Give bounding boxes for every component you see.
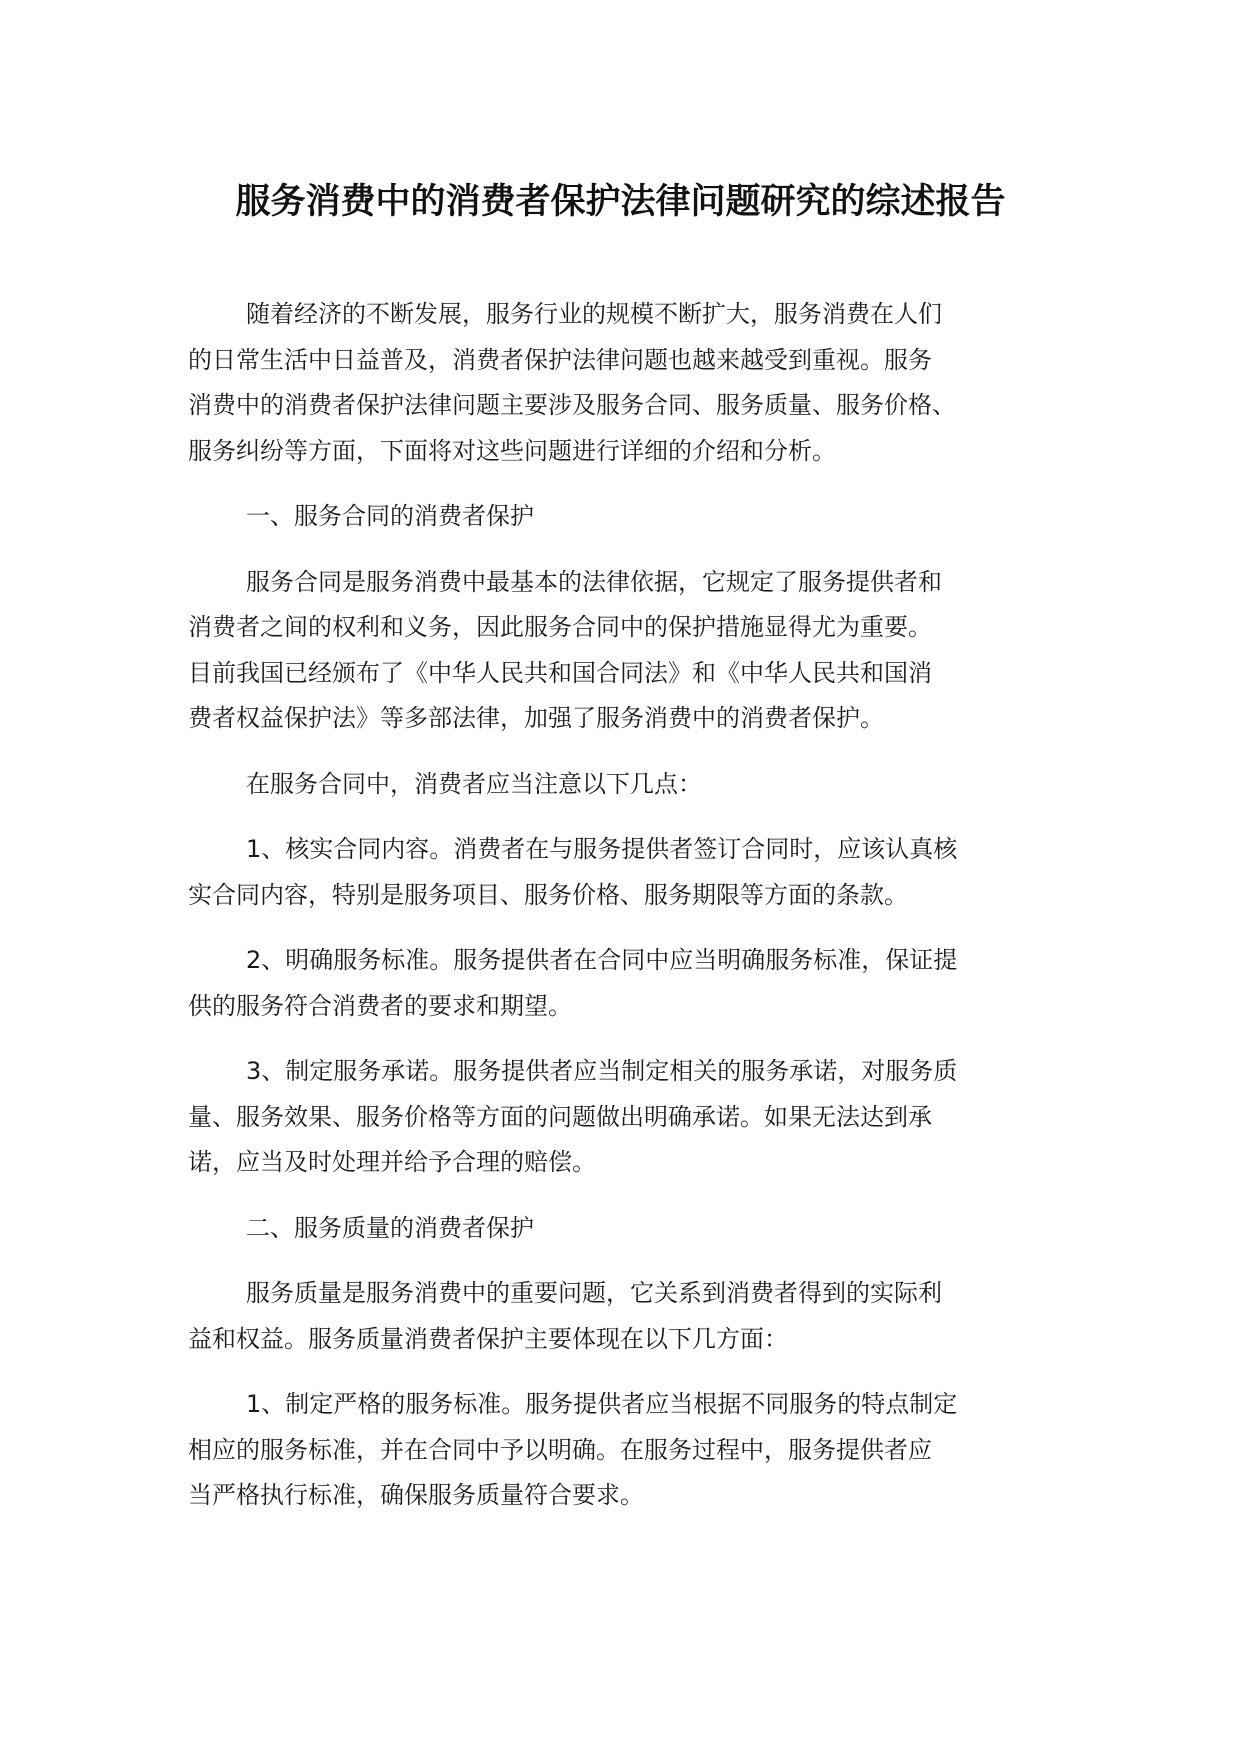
paragraph-line: 在服务合同中，消费者应当注意以下几点： (246, 769, 702, 798)
paragraph-line: 实合同内容，特别是服务项目、服务价格、服务期限等方面的条款。 (188, 880, 908, 909)
paragraph-line: 量、服务效果、服务价格等方面的问题做出明确承诺。如果无法达到承 (188, 1102, 932, 1131)
paragraph-line: 1、核实合同内容。消费者在与服务提供者签订合同时，应该认真核 (246, 835, 958, 863)
paragraph-line: 相应的服务标准，并在合同中予以明确。在服务过程中，服务提供者应 (188, 1435, 932, 1464)
paragraph-line: 益和权益。服务质量消费者保护主要体现在以下几方面： (188, 1324, 788, 1353)
paragraph-line: 服务质量是服务消费中的重要问题，它关系到消费者得到的实际利 (246, 1279, 942, 1307)
paragraph-line: 消费者之间的权利和义务，因此服务合同中的保护措施显得尤为重要。 (188, 613, 932, 641)
section-heading-service-contract (188, 494, 1068, 540)
paragraph-intro (188, 292, 1068, 474)
list-item-strict-standard (188, 1382, 1068, 1519)
list-item-service-commitment (188, 1049, 1068, 1186)
paragraph-line: 供的服务符合消费者的要求和期望。 (188, 991, 572, 1020)
paragraph-line: 随着经济的不断发展，服务行业的规模不断扩大，服务消费在人们 (246, 300, 942, 328)
paragraph-line: 服务纠纷等方面，下面将对这些问题进行详细的介绍和分析。 (188, 436, 836, 465)
section-heading-service-quality (188, 1206, 1068, 1252)
paragraph-service-contract (188, 560, 1068, 742)
section-heading-text: 二、服务质量的消费者保护 (246, 1213, 534, 1242)
paragraph-line: 诺，应当及时处理并给予合理的赔偿。 (188, 1148, 596, 1176)
paragraph-line: 2、明确服务标准。服务提供者在合同中应当明确服务标准，保证提 (246, 946, 958, 974)
paragraph-line: 目前我国已经颁布了《中华人民共和国合同法》和《中华人民共和国消 (188, 658, 932, 687)
paragraph-line: 费者权益保护法》等多部法律，加强了服务消费中的消费者保护。 (188, 704, 884, 732)
section-heading-text: 一、服务合同的消费者保护 (246, 502, 534, 530)
paragraph-service-quality (188, 1271, 1068, 1362)
paragraph-line: 3、制定服务承诺。服务提供者应当制定相关的服务承诺，对服务质 (246, 1057, 958, 1085)
paragraph-line: 1、制定严格的服务标准。服务提供者应当根据不同服务的特点制定 (246, 1390, 958, 1418)
list-item-verify-contract (188, 827, 1068, 918)
paragraph-line: 消费中的消费者保护法律问题主要涉及服务合同、服务质量、服务价格、 (188, 391, 956, 419)
paragraph-line: 服务合同是服务消费中最基本的法律依据，它规定了服务提供者和 (246, 567, 942, 596)
document-title: 服务消费中的消费者保护法律问题研究的综述报告 (235, 182, 1006, 222)
document-body (188, 292, 1068, 1539)
paragraph-line: 的日常生活中日益普及，消费者保护法律问题也越来越受到重视。服务 (188, 345, 932, 374)
paragraph-contract-points-intro (188, 762, 1068, 808)
paragraph-line: 当严格执行标准，确保服务质量符合要求。 (188, 1481, 644, 1509)
list-item-service-standard (188, 938, 1068, 1029)
